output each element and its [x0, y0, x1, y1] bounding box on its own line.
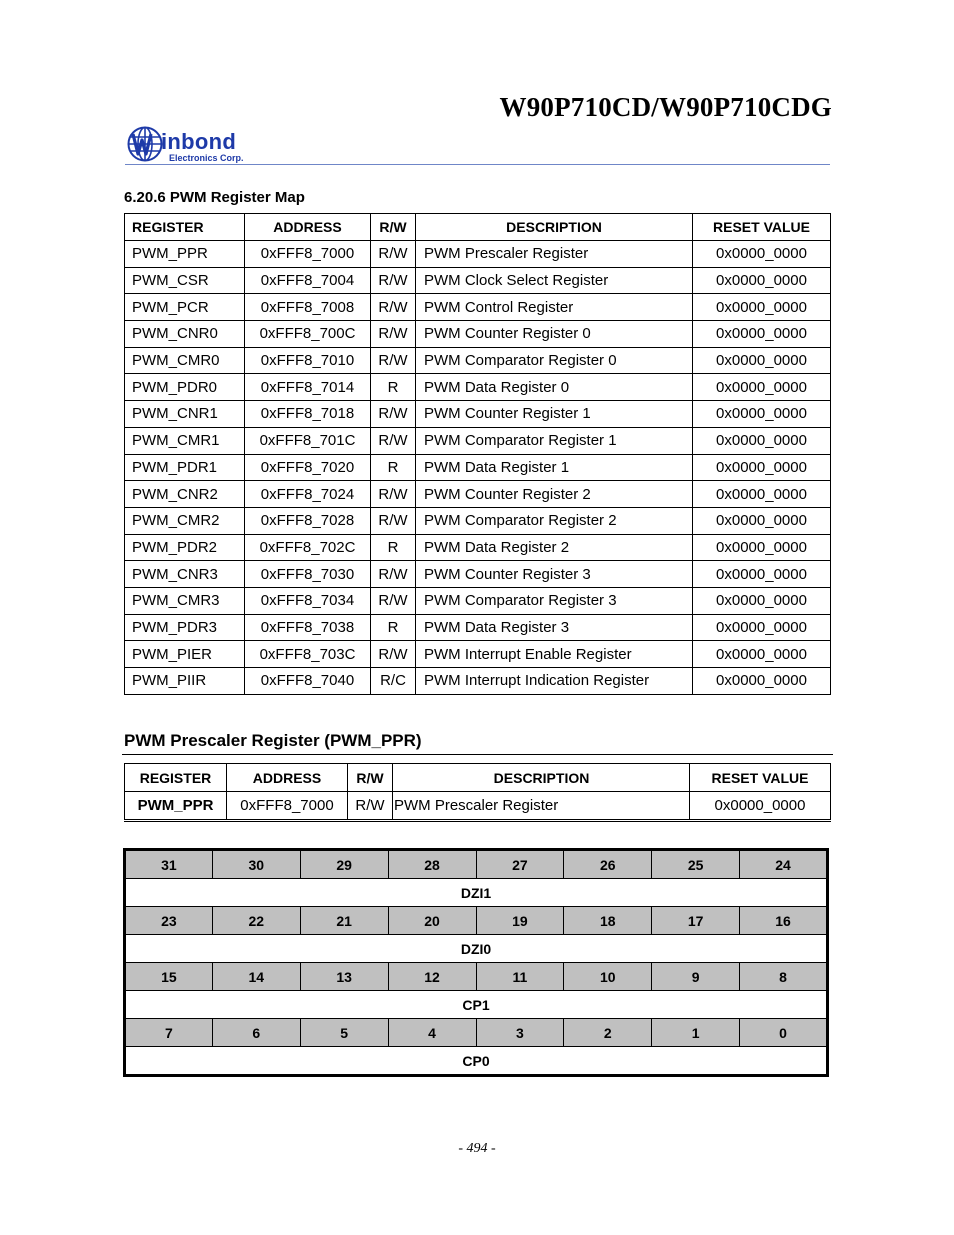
table-row [125, 401, 831, 428]
table-row [125, 792, 831, 821]
column-header-rw: R/W [348, 764, 393, 792]
cell-address: 0xFFF8_7028 [245, 507, 371, 534]
cell-address: 0xFFF8_700C [245, 321, 371, 348]
table-row [125, 668, 831, 695]
column-header-rw: R/W [371, 214, 416, 241]
cell-address: 0xFFF8_7034 [245, 587, 371, 614]
bit-number: 20 [388, 907, 476, 935]
cell-reset-value: 0x0000_0000 [693, 481, 831, 508]
cell-rw: R/W [348, 792, 393, 821]
table-row [125, 347, 831, 374]
cell-rw: R/W [371, 267, 416, 294]
cell-description: PWM Counter Register 1 [416, 401, 693, 428]
bitfield-table [123, 848, 829, 1077]
cell-rw: R/W [371, 401, 416, 428]
table-row [125, 481, 831, 508]
cell-reset-value: 0x0000_0000 [693, 668, 831, 695]
cell-register: PWM_CSR [125, 267, 245, 294]
table-row [125, 427, 831, 454]
bit-number: 22 [212, 907, 300, 935]
bit-field-row [125, 879, 828, 907]
cell-address: 0xFFF8_7040 [245, 668, 371, 695]
bit-number: 2 [564, 1019, 652, 1047]
table-header-row [125, 764, 831, 792]
bit-number: 5 [300, 1019, 388, 1047]
cell-reset-value: 0x0000_0000 [693, 294, 831, 321]
cell-address: 0xFFF8_7000 [227, 792, 348, 821]
bit-number: 12 [388, 963, 476, 991]
cell-address: 0xFFF8_7024 [245, 481, 371, 508]
cell-description: PWM Counter Register 3 [416, 561, 693, 588]
table-row [125, 507, 831, 534]
cell-description: PWM Interrupt Enable Register [416, 641, 693, 668]
cell-description: PWM Interrupt Indication Register [416, 668, 693, 695]
register-map-table [124, 213, 831, 695]
table-row [125, 241, 831, 268]
bit-number-row [125, 963, 828, 991]
bit-field-name: CP1 [125, 991, 828, 1019]
bit-number: 15 [125, 963, 213, 991]
cell-rw: R/C [371, 668, 416, 695]
bit-field-name: DZI0 [125, 935, 828, 963]
ppr-register-table [124, 763, 831, 822]
bit-number: 16 [740, 907, 828, 935]
cell-description: PWM Clock Select Register [416, 267, 693, 294]
cell-address: 0xFFF8_7004 [245, 267, 371, 294]
bit-number: 7 [125, 1019, 213, 1047]
cell-register: PWM_CNR1 [125, 401, 245, 428]
cell-register: PWM_CMR2 [125, 507, 245, 534]
ppr-heading-rule [122, 754, 833, 755]
bit-number: 9 [652, 963, 740, 991]
header-divider [125, 164, 830, 165]
cell-reset-value: 0x0000_0000 [693, 454, 831, 481]
cell-rw: R/W [371, 587, 416, 614]
cell-description: PWM Comparator Register 0 [416, 347, 693, 374]
cell-register: PWM_PIIR [125, 668, 245, 695]
cell-reset-value: 0x0000_0000 [693, 321, 831, 348]
cell-address: 0xFFF8_7014 [245, 374, 371, 401]
cell-rw: R [371, 374, 416, 401]
cell-reset-value: 0x0000_0000 [693, 614, 831, 641]
table-row [125, 561, 831, 588]
cell-reset-value: 0x0000_0000 [693, 641, 831, 668]
cell-rw: R [371, 614, 416, 641]
cell-register: PWM_CMR0 [125, 347, 245, 374]
cell-register: PWM_PPR [125, 241, 245, 268]
page-number: - 494 - [458, 1141, 496, 1156]
cell-description: PWM Comparator Register 2 [416, 507, 693, 534]
cell-reset-value: 0x0000_0000 [693, 427, 831, 454]
globe-logo-icon [127, 126, 163, 162]
cell-register: PWM_PPR [125, 792, 227, 821]
bit-field-row [125, 991, 828, 1019]
bit-number: 19 [476, 907, 564, 935]
bit-number: 11 [476, 963, 564, 991]
column-header-description: DESCRIPTION [393, 764, 690, 792]
cell-description: PWM Data Register 1 [416, 454, 693, 481]
cell-reset-value: 0x0000_0000 [690, 792, 831, 821]
cell-reset-value: 0x0000_0000 [693, 241, 831, 268]
winbond-logo [127, 126, 287, 166]
cell-description: PWM Data Register 3 [416, 614, 693, 641]
bit-field-row [125, 935, 828, 963]
document-title: W90P710CD/W90P710CDG [499, 92, 832, 122]
table-row [125, 321, 831, 348]
cell-rw: R [371, 534, 416, 561]
bit-number: 14 [212, 963, 300, 991]
cell-rw: R [371, 454, 416, 481]
section-heading: 6.20.6 PWM Register Map [124, 189, 305, 206]
bit-number: 21 [300, 907, 388, 935]
cell-description: PWM Data Register 2 [416, 534, 693, 561]
bit-number: 8 [740, 963, 828, 991]
cell-description: PWM Control Register [416, 294, 693, 321]
column-header-address: ADDRESS [227, 764, 348, 792]
cell-description: PWM Counter Register 2 [416, 481, 693, 508]
table-row [125, 641, 831, 668]
cell-reset-value: 0x0000_0000 [693, 534, 831, 561]
cell-reset-value: 0x0000_0000 [693, 374, 831, 401]
cell-address: 0xFFF8_701C [245, 427, 371, 454]
bit-number: 0 [740, 1019, 828, 1047]
cell-description: PWM Prescaler Register [393, 792, 690, 821]
column-header-reset-value: RESET VALUE [693, 214, 831, 241]
cell-register: PWM_CNR3 [125, 561, 245, 588]
cell-register: PWM_PDR0 [125, 374, 245, 401]
bit-number: 4 [388, 1019, 476, 1047]
bit-number: 28 [388, 850, 476, 879]
column-header-description: DESCRIPTION [416, 214, 693, 241]
column-header-register: REGISTER [125, 764, 227, 792]
cell-register: PWM_CNR2 [125, 481, 245, 508]
cell-register: PWM_PCR [125, 294, 245, 321]
cell-address: 0xFFF8_703C [245, 641, 371, 668]
cell-rw: R/W [371, 427, 416, 454]
table-row [125, 587, 831, 614]
cell-rw: R/W [371, 321, 416, 348]
bit-number: 17 [652, 907, 740, 935]
bit-field-name: DZI1 [125, 879, 828, 907]
bit-number: 18 [564, 907, 652, 935]
bit-number-row [125, 907, 828, 935]
cell-register: PWM_PIER [125, 641, 245, 668]
ppr-heading: PWM Prescaler Register (PWM_PPR) [124, 731, 422, 750]
cell-rw: R/W [371, 561, 416, 588]
cell-address: 0xFFF8_7020 [245, 454, 371, 481]
cell-reset-value: 0x0000_0000 [693, 347, 831, 374]
bit-number-row [125, 1019, 828, 1047]
cell-rw: R/W [371, 241, 416, 268]
cell-description: PWM Comparator Register 1 [416, 427, 693, 454]
cell-description: PWM Prescaler Register [416, 241, 693, 268]
logo-wordmark: inbond [161, 129, 237, 154]
table-row [125, 614, 831, 641]
bit-number: 26 [564, 850, 652, 879]
bit-number: 29 [300, 850, 388, 879]
table-row [125, 294, 831, 321]
bit-number: 10 [564, 963, 652, 991]
cell-description: PWM Comparator Register 3 [416, 587, 693, 614]
cell-reset-value: 0x0000_0000 [693, 267, 831, 294]
cell-description: PWM Data Register 0 [416, 374, 693, 401]
cell-rw: R/W [371, 641, 416, 668]
cell-address: 0xFFF8_702C [245, 534, 371, 561]
cell-address: 0xFFF8_7010 [245, 347, 371, 374]
cell-rw: R/W [371, 481, 416, 508]
bit-number: 3 [476, 1019, 564, 1047]
bit-number: 25 [652, 850, 740, 879]
logo-subtitle: Electronics Corp. [169, 153, 244, 163]
column-header-address: ADDRESS [245, 214, 371, 241]
bit-number: 31 [125, 850, 213, 879]
table-row [125, 267, 831, 294]
bit-number: 24 [740, 850, 828, 879]
cell-rw: R/W [371, 507, 416, 534]
cell-reset-value: 0x0000_0000 [693, 587, 831, 614]
cell-address: 0xFFF8_7030 [245, 561, 371, 588]
cell-register: PWM_PDR1 [125, 454, 245, 481]
cell-register: PWM_PDR2 [125, 534, 245, 561]
cell-address: 0xFFF8_7008 [245, 294, 371, 321]
column-header-reset-value: RESET VALUE [690, 764, 831, 792]
bit-number: 6 [212, 1019, 300, 1047]
cell-address: 0xFFF8_7038 [245, 614, 371, 641]
bit-number: 1 [652, 1019, 740, 1047]
cell-reset-value: 0x0000_0000 [693, 561, 831, 588]
bit-number-row [125, 850, 828, 879]
table-row [125, 374, 831, 401]
bit-field-name: CP0 [125, 1047, 828, 1076]
bit-number: 27 [476, 850, 564, 879]
table-header-row [125, 214, 831, 241]
bit-field-row [125, 1047, 828, 1076]
table-row [125, 454, 831, 481]
cell-register: PWM_CMR3 [125, 587, 245, 614]
cell-register: PWM_CNR0 [125, 321, 245, 348]
cell-rw: R/W [371, 347, 416, 374]
cell-register: PWM_PDR3 [125, 614, 245, 641]
cell-register: PWM_CMR1 [125, 427, 245, 454]
cell-description: PWM Counter Register 0 [416, 321, 693, 348]
cell-reset-value: 0x0000_0000 [693, 507, 831, 534]
cell-address: 0xFFF8_7000 [245, 241, 371, 268]
column-header-register: REGISTER [125, 214, 245, 241]
table-row [125, 534, 831, 561]
cell-address: 0xFFF8_7018 [245, 401, 371, 428]
bit-number: 13 [300, 963, 388, 991]
cell-reset-value: 0x0000_0000 [693, 401, 831, 428]
cell-rw: R/W [371, 294, 416, 321]
bit-number: 23 [125, 907, 213, 935]
bit-number: 30 [212, 850, 300, 879]
